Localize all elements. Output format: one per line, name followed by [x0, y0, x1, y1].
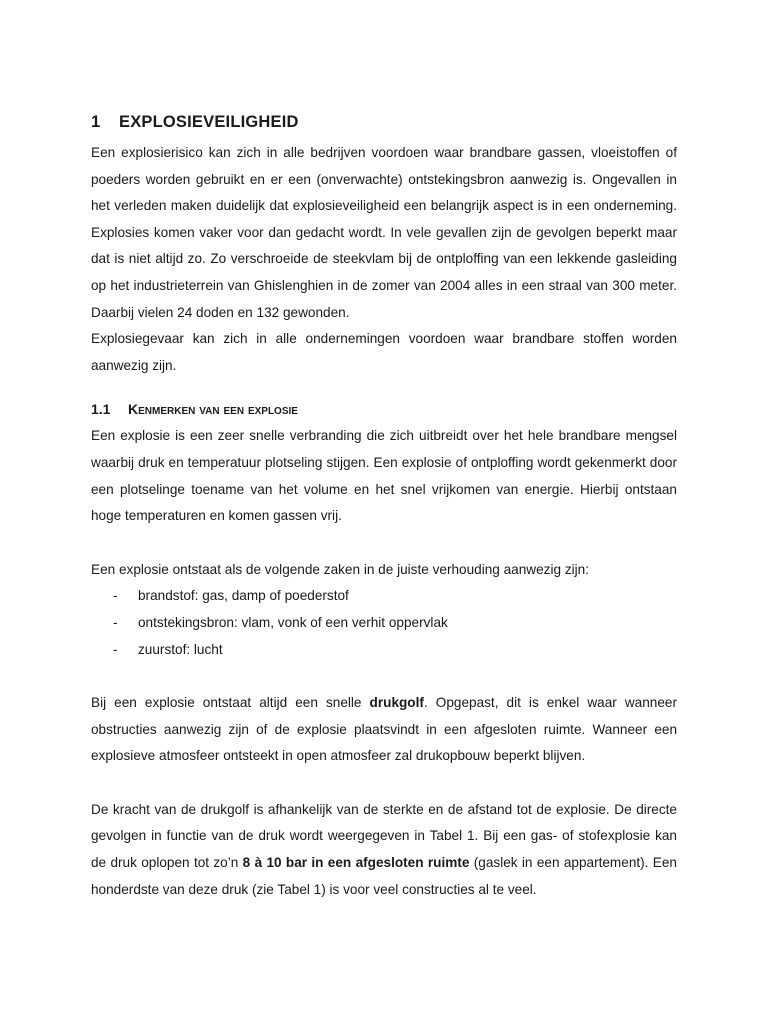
subsection-intro: Een explosie is een zeer snelle verbranding die zich uitbreidt over het hele brandbare mengsel waarbij druk en temperatuur plotseling stijgen. Een explosie of ontploffing wordt gekenmerkt door een plotselinge toename van het volume en het snel vrijkomen van energie. Hierbij ontstaan hoge temperaturen en komen gassen vrij. — [91, 428, 677, 524]
section-number: 1 — [91, 113, 101, 131]
drukgolf-emphasis: drukgolf — [369, 695, 424, 711]
kracht-emphasis: 8 à 10 bar in een afgesloten ruimte — [242, 855, 470, 871]
dash-bullet: - — [113, 641, 118, 657]
list-item-text: zuurstof: lucht — [138, 641, 223, 657]
section-paragraph-2: Explosiegevaar kan zich in alle ondernemingen voordoen waar brandbare stoffen worden aanwezig zijn. — [91, 331, 677, 373]
list-intro: Een explosie ontstaat als de volgende zaken in de juiste verhouding aanwezig zijn: — [91, 561, 590, 577]
subsection-number: 1.1 — [91, 401, 111, 418]
subsection-heading — [91, 401, 677, 417]
list-item-text: brandstof: gas, damp of poederstof — [138, 588, 349, 604]
drukgolf-text-after: . Opgepast, dit is enkel waar wanneer obstructies aanwezig zijn of de explosie plaatsvindt in een afgesloten ruimte. Wanneer een explosieve atmosfeer ontsteekt in open atmosfeer zal drukopbouw beperkt blijven. — [91, 695, 678, 764]
list-item — [91, 610, 677, 637]
kracht-text-after: (gaslek in een appartement). Een honderdste van deze druk (zie Tabel 1) is voor veel constructies al te veel. — [91, 855, 677, 897]
dash-bullet: - — [113, 614, 118, 630]
drukgolf-text-before: Bij een explosie ontstaat altijd een snelle — [91, 695, 370, 711]
document-body — [91, 113, 677, 903]
list-item-text: ontstekingsbron: vlam, vonk of een verhit oppervlak — [138, 614, 448, 630]
subsection-title: Kenmerken van een explosie — [128, 401, 298, 418]
drukgolf-paragraph — [91, 690, 677, 770]
conditions-list — [91, 583, 677, 663]
dash-bullet: - — [113, 588, 118, 604]
section-paragraph-1: Een explosierisico kan zich in alle bedrijven voordoen waar brandbare gassen, vloeistoffen of poeders worden gebruikt en er een (onverwachte) ontstekingsbron aanwezig is. Ongevallen in het verleden maken duidelijk dat explosieveiligheid een belangrijk aspect is in een onderneming. Explosies komen vaker voor dan gedacht wordt. In vele gevallen zijn de gevolgen beperkt maar dat is niet altijd zo. Zo verschroeide de steekvlam bij de ontploffing van een lekkende gasleiding op het industrieterrein van Ghislenghien in de zomer van 2004 alles in een straal van 300 meter. Daarbij vielen 24 doden en 132 gewonden. — [91, 145, 677, 320]
kracht-text-before: De kracht van de drukgolf is afhankelijk van de sterkte en de afstand tot de explosie. De directe gevolgen in functie van de druk wordt weergegeven in Tabel 1. Bij een gas- of stofexplosie kan de druk oplopen tot zo’n — [91, 801, 677, 871]
list-item — [91, 637, 677, 664]
kracht-paragraph — [91, 797, 677, 903]
list-item — [91, 583, 677, 610]
section-heading — [91, 113, 677, 132]
section-title: EXPLOSIEVEILIGHEID — [119, 113, 299, 131]
